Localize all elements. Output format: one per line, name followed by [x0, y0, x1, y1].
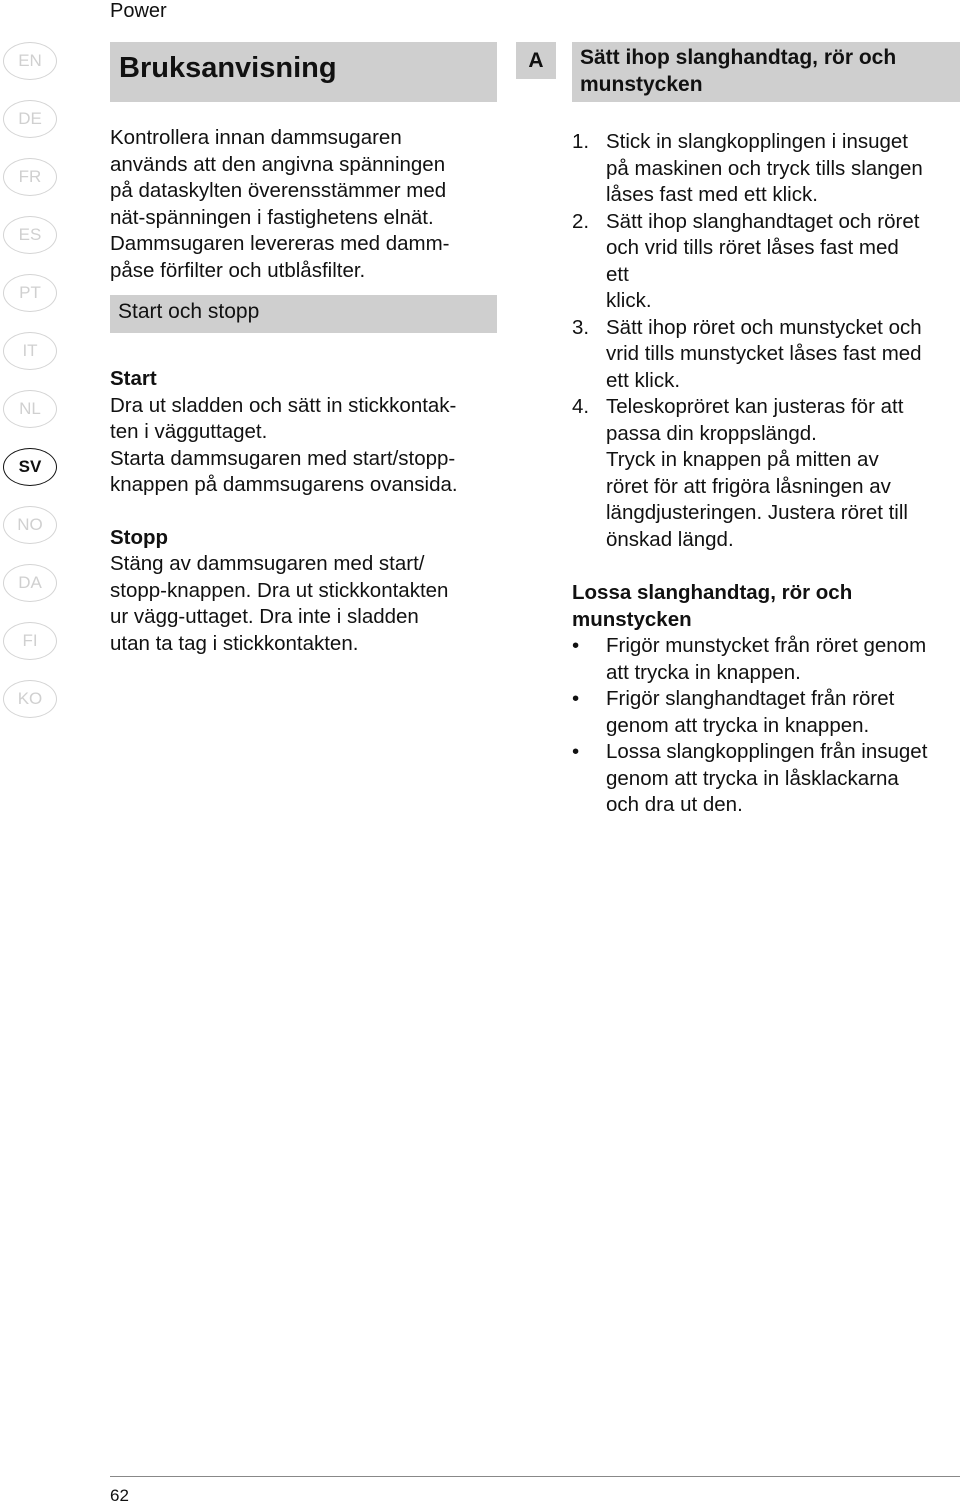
- text-line: och vrid tills röret låses fast med: [606, 236, 899, 259]
- start-paragraph: [110, 393, 497, 499]
- text-line: Sätt ihop röret och munstycket och: [606, 315, 922, 339]
- text-line: låses fast med ett klick.: [606, 183, 818, 206]
- lang-tab-fr[interactable]: [3, 158, 57, 196]
- text-line: Stick in slangkopplingen i insuget: [606, 130, 908, 153]
- text-line: Lossa slangkopplingen från insuget: [606, 740, 928, 763]
- intro-paragraph: [110, 125, 497, 284]
- assembly-body: [572, 129, 960, 819]
- text-line: Frigör slanghandtaget från röret: [606, 687, 895, 710]
- stopp-paragraph: [110, 551, 497, 657]
- text-line: ett: [606, 262, 629, 286]
- lang-tab-label: EN: [18, 51, 42, 70]
- text-line: Tryck in knappen på mitten av: [606, 448, 879, 471]
- step-number: 3.: [572, 315, 590, 339]
- lang-tab-no[interactable]: [3, 506, 57, 544]
- text-line: längdjusteringen. Justera röret till: [606, 501, 908, 524]
- left-column: [110, 42, 497, 657]
- text-line: Dra ut sladden och sätt in stickkontak-: [110, 393, 457, 417]
- list-item: [572, 209, 960, 315]
- text-line: utan ta tag i stickkontakten.: [110, 631, 359, 655]
- heading-line: munstycken: [580, 72, 703, 96]
- lang-tab-label: NO: [17, 515, 43, 534]
- figure-label-badge: A: [516, 42, 556, 79]
- lang-tab-fi[interactable]: [3, 622, 57, 660]
- list-item: [572, 394, 960, 553]
- text-line: Kontrollera innan dammsugaren: [110, 126, 402, 149]
- assembly-steps: [572, 129, 960, 553]
- list-item: [572, 739, 960, 819]
- list-item: [572, 315, 960, 395]
- heading-line: Lossa slanghandtag, rör och: [572, 581, 853, 604]
- text-line: Teleskopröret kan justeras för att: [606, 395, 904, 418]
- text-line: ett klick.: [606, 368, 681, 392]
- text-line: Stäng av dammsugaren med start/: [110, 552, 425, 575]
- text-line: stopp-knappen. Dra ut stickkontakten: [110, 578, 449, 602]
- lang-tab-ko[interactable]: [3, 680, 57, 718]
- text-line: Sätt ihop slanghandtaget och röret: [606, 209, 920, 233]
- assembly-header: [516, 42, 960, 102]
- footer-divider: [110, 1476, 960, 1477]
- lang-tab-label: DE: [18, 109, 42, 128]
- text-line: Frigör munstycket från röret genom: [606, 634, 927, 657]
- text-line: att trycka in knappen.: [606, 660, 801, 684]
- lang-tab-nl[interactable]: [3, 390, 57, 428]
- text-line: önskad längd.: [606, 527, 734, 551]
- lang-tab-pt[interactable]: [3, 274, 57, 312]
- list-item: [572, 129, 960, 209]
- text-line: Starta dammsugaren med start/stopp-: [110, 446, 456, 470]
- page-title: Bruksanvisning: [110, 42, 497, 102]
- page-number: 62: [110, 1486, 129, 1505]
- text-line: klick.: [606, 289, 652, 312]
- text-line: genom att trycka in låsklackarna: [606, 766, 899, 790]
- lang-tab-da[interactable]: [3, 564, 57, 602]
- lang-tab-label: FI: [22, 631, 38, 650]
- page-header-title: Power: [110, 0, 167, 22]
- text-line: genom att trycka in knappen.: [606, 713, 870, 737]
- bullet-icon: •: [572, 740, 580, 763]
- lang-tab-label: ES: [18, 225, 42, 244]
- start-heading: Start: [110, 367, 157, 390]
- lang-tab-label: NL: [19, 399, 41, 418]
- lang-tab-en[interactable]: [3, 42, 57, 80]
- step-number: 4.: [572, 395, 590, 418]
- stopp-heading: Stopp: [110, 525, 169, 549]
- disassembly-heading: [572, 580, 960, 633]
- text-line: nät-spänningen i fastighetens elnät.: [110, 205, 434, 229]
- section-heading-start-stopp: Start och stopp: [110, 295, 497, 333]
- lang-tab-sv[interactable]: [3, 448, 57, 486]
- bullet-icon: •: [572, 634, 580, 657]
- text-line: påse förfilter och utblåsfilter.: [110, 258, 366, 282]
- step-number: 1.: [572, 130, 590, 153]
- text-line: röret för att frigöra låsningen av: [606, 474, 891, 498]
- step-number: 2.: [572, 209, 590, 233]
- text-line: Dammsugaren levereras med damm-: [110, 232, 450, 255]
- text-line: ur vägg-uttaget. Dra inte i sladden: [110, 605, 419, 628]
- text-line: används att den angivna spänningen: [110, 152, 446, 176]
- lang-tab-label: FR: [18, 167, 42, 186]
- text-line: och dra ut den.: [606, 793, 743, 816]
- lang-tab-it[interactable]: [3, 332, 57, 370]
- lang-tab-label: KO: [17, 689, 43, 708]
- lang-tab-label: IT: [22, 341, 38, 360]
- right-column: [516, 42, 960, 819]
- bullet-icon: •: [572, 687, 580, 710]
- lang-tab-label: PT: [19, 283, 41, 302]
- list-item: [572, 633, 960, 686]
- text-line: ten i vägguttaget.: [110, 420, 268, 443]
- text-line: på dataskylten överensstämmer med: [110, 179, 447, 202]
- lang-tab-es[interactable]: [3, 216, 57, 254]
- list-item: [572, 686, 960, 739]
- lang-tab-de[interactable]: [3, 100, 57, 138]
- lang-tab-label: SV: [18, 457, 42, 476]
- text-line: passa din kroppslängd.: [606, 421, 817, 445]
- text-line: på maskinen och tryck tills slangen: [606, 156, 923, 180]
- text-line: knappen på dammsugarens ovansida.: [110, 473, 458, 496]
- lang-tab-label: DA: [18, 573, 42, 592]
- heading-line: Sätt ihop slanghandtag, rör och: [580, 46, 897, 69]
- heading-line: munstycken: [572, 607, 692, 631]
- assembly-heading: [572, 42, 960, 102]
- disassembly-list: [572, 633, 960, 819]
- text-line: vrid tills munstycket låses fast med: [606, 342, 922, 365]
